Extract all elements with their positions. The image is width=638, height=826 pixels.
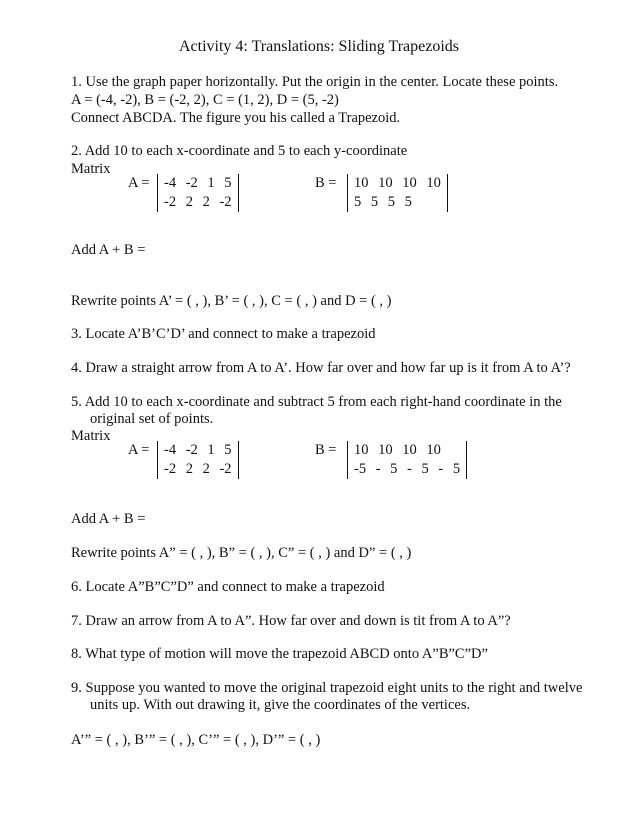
q5-matrix-b-label: B =: [315, 442, 337, 458]
matrix-row: -4 -2 1 5: [164, 175, 232, 191]
q2-matrix-a-label: A =: [128, 175, 150, 191]
q7-text: 7. Draw an arrow from A to A”. How far over and down is tit from A to A”?: [71, 613, 511, 629]
q5-instruction-cont: original set of points.: [90, 411, 214, 427]
q5-rewrite: Rewrite points A” = ( , ), B” = ( , ), C” = ( , ) and D” = ( , ): [71, 545, 412, 561]
matrix-row: 10 10 10 10: [354, 175, 441, 191]
q2-rewrite: Rewrite points A’ = ( , ), B’ = ( , ), C = ( , ) and D = ( , ): [71, 293, 392, 309]
q2-add: Add A + B =: [71, 242, 146, 258]
q9-instruction-cont: units up. With out drawing it, give the coordinates of the vertices.: [90, 697, 471, 713]
matrix-row: -5 - 5 - 5 - 5: [354, 461, 461, 477]
q2-instruction: 2. Add 10 to each x-coordinate and 5 to each y-coordinate: [71, 143, 408, 159]
matrix-row: -4 -2 1 5: [164, 442, 232, 458]
q4-text: 4. Draw a straight arrow from A to A’. How far over and how far up is it from A to A’?: [71, 360, 571, 376]
q5-matrix-a: [157, 441, 239, 479]
q5-add: Add A + B =: [71, 511, 146, 527]
page-title: Activity 4: Translations: Sliding Trapezoids: [178, 38, 460, 55]
matrix-row: 10 10 10 10: [354, 442, 441, 458]
q2-matrix-b: [347, 174, 448, 212]
q5-instruction: 5. Add 10 to each x-coordinate and subtract 5 from each right-hand coordinate in the: [71, 394, 562, 410]
q9-answer: A’” = ( , ), B’” = ( , ), C’” = ( , ), D’” = ( , ): [71, 732, 321, 748]
q1-points: A = (-4, -2), B = (-2, 2), C = (1, 2), D = (5, -2): [71, 92, 339, 108]
q1-connect: Connect ABCDA. The figure you his called a Trapezoid.: [71, 110, 401, 126]
matrix-row: 5 5 5 5: [354, 194, 412, 210]
q5-matrix-b: [347, 441, 467, 479]
q5-matrix-label: Matrix: [71, 428, 111, 444]
q2-matrix-label: Matrix: [71, 161, 111, 177]
q3-text: 3. Locate A’B’C’D’ and connect to make a trapezoid: [71, 326, 376, 342]
q9-instruction: 9. Suppose you wanted to move the original trapezoid eight units to the right and twelve: [71, 680, 583, 696]
q8-text: 8. What type of motion will move the trapezoid ABCD onto A”B”C”D”: [71, 646, 488, 662]
q1-instruction: 1. Use the graph paper horizontally. Put the origin in the center. Locate these points.: [71, 74, 559, 90]
q6-text: 6. Locate A”B”C”D” and connect to make a trapezoid: [71, 579, 385, 595]
q2-matrix-a: [157, 174, 239, 212]
q5-matrix-a-label: A =: [128, 442, 150, 458]
matrix-row: -2 2 2 -2: [164, 461, 232, 477]
matrix-row: -2 2 2 -2: [164, 194, 232, 210]
q2-matrix-b-label: B =: [315, 175, 337, 191]
